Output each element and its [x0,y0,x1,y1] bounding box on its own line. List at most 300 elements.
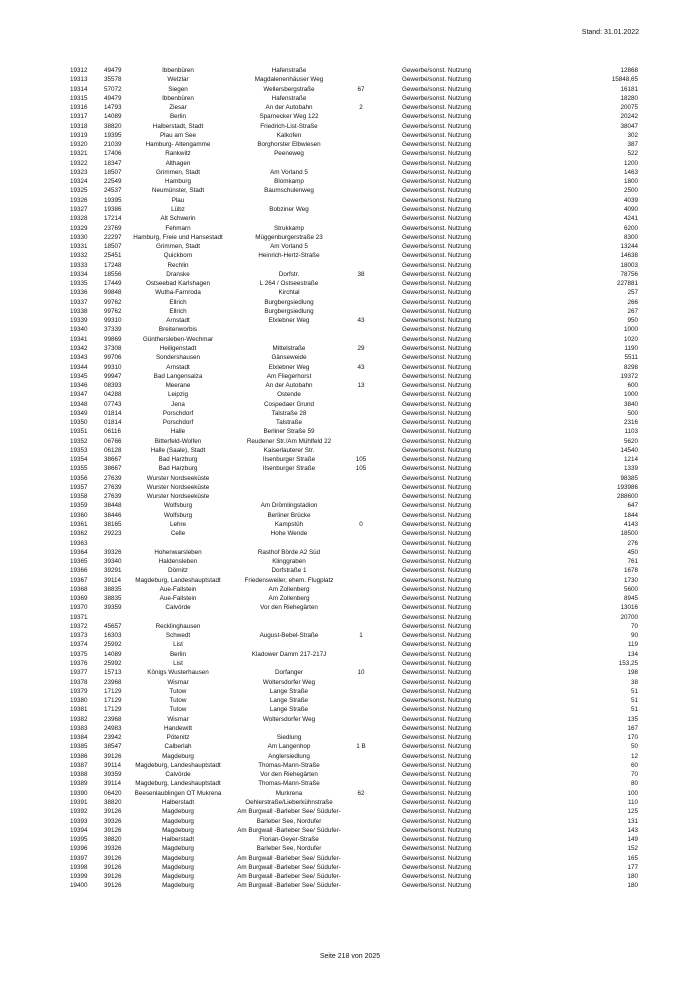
cell-strasse: Friedrich-List-Straße [260,122,318,130]
cell-ort: Wismar [167,715,189,723]
cell-nutzung: Gewerbe/sonst. Nutzung [402,817,472,825]
cell-strasse: Barleber See, Nordufer [256,845,322,853]
cell-nutzung: Gewerbe/sonst. Nutzung [402,678,472,686]
cell-flaeche: 119 [627,641,638,649]
cell-nutzung: Gewerbe/sonst. Nutzung [402,826,472,834]
cell-id: 19384 [70,734,88,742]
cell-ort: Calberlah [164,743,192,751]
cell-flaeche: 1463 [623,168,638,176]
cell-id: 19347 [70,391,88,399]
cell-id: 19364 [70,548,88,556]
cell-strasse: Lange Straße [269,687,309,695]
cell-ort: Wurster Nordseeküste [146,493,210,501]
cell-plz: 37339 [104,326,122,334]
cell-nutzung: Gewerbe/sonst. Nutzung [402,363,472,371]
table-row [0,418,700,427]
table-row [0,715,700,724]
cell-ort: Wetzlar [167,76,189,84]
cell-plz: 27639 [104,483,122,491]
cell-nutzung: Gewerbe/sonst. Nutzung [402,113,472,121]
cell-ort: Recklinghausen [155,622,201,630]
cell-flaeche: 5620 [623,437,638,445]
table-row [0,140,700,149]
table-row [0,103,700,112]
cell-ort: Ellrich [169,307,187,315]
cell-ort: Halberstadt [161,798,195,806]
cell-ort: Magdeburg [162,845,194,853]
cell-flaeche: 647 [627,502,638,510]
cell-strasse: Thomas-Mann-Straße [258,780,320,788]
cell-nutzung: Gewerbe/sonst. Nutzung [402,483,472,491]
cell-ort: List [173,660,183,667]
cell-id: 19380 [70,697,88,705]
cell-hausnummer: 1 [359,632,363,640]
cell-flaeche: 4143 [623,521,638,529]
cell-nutzung: Gewerbe/sonst. Nutzung [402,585,472,593]
cell-id: 19331 [70,243,88,251]
cell-plz: 39114 [104,780,122,788]
cell-id: 19332 [70,252,88,260]
cell-ort: Magdeburg [162,882,194,890]
cell-plz: 38448 [104,502,122,510]
cell-flaeche: 78756 [620,270,638,278]
cell-id: 19359 [70,502,88,510]
cell-hausnummer: 0 [359,521,363,529]
cell-ort: Siegen [168,85,188,93]
cell-strasse: Woltersdorfer Weg [262,678,316,686]
cell-id: 19362 [70,530,88,538]
cell-id: 19330 [70,233,88,241]
cell-strasse: An der Autobahn [265,104,313,112]
cell-id: 19371 [70,613,88,621]
table-row [0,279,700,288]
cell-flaeche: 13244 [620,243,638,251]
cell-ort: Königs Wusterhausen [147,669,209,677]
cell-plz: 99848 [104,289,122,297]
cell-id: 19333 [70,261,88,269]
cell-strasse: Hafenstraße [271,94,307,102]
cell-strasse: Am Burgwall -Barleber See/ Südufer- [237,873,341,881]
table-row [0,529,700,538]
cell-flaeche: 13016 [620,604,638,612]
cell-ort: Hamburg, Freie und Hansestadt [133,233,223,241]
cell-plz: 01814 [104,409,122,417]
cell-plz: 18347 [104,159,122,167]
cell-flaeche: 8298 [623,363,638,371]
cell-nutzung: Gewerbe/sonst. Nutzung [402,873,472,881]
cell-nutzung: Gewerbe/sonst. Nutzung [402,150,472,158]
cell-flaeche: 50 [630,743,638,751]
cell-id: 19383 [70,724,88,732]
cell-nutzung: Gewerbe/sonst. Nutzung [402,660,472,667]
cell-ort: Ostseebad Karlshagen [145,280,211,288]
cell-flaeche: 70 [630,771,638,779]
cell-plz: 08393 [104,382,122,390]
cell-id: 19366 [70,567,88,575]
cell-flaeche: 90 [630,632,638,640]
cell-nutzung: Gewerbe/sonst. Nutzung [402,687,472,695]
cell-ort: Wutha-Farnroda [155,289,201,297]
cell-flaeche: 125 [627,808,638,816]
cell-flaeche: 38 [630,678,638,686]
cell-id: 19396 [70,845,88,853]
cell-id: 19356 [70,474,88,482]
cell-flaeche: 110 [627,798,638,806]
cell-ort: Heiligenstadt [159,344,197,352]
cell-plz: 14089 [104,650,122,658]
table-row [0,400,700,409]
table-row [0,854,700,863]
cell-plz: 37308 [104,344,122,352]
cell-plz: 17214 [104,215,122,223]
cell-strasse: Am Fliegerhorst [266,372,312,380]
cell-ort: Meerane [165,382,191,390]
cell-flaeche: 135 [627,715,638,723]
cell-flaeche: 18003 [620,261,638,269]
cell-flaeche: 100 [627,789,638,797]
cell-nutzung: Gewerbe/sonst. Nutzung [402,168,472,176]
cell-strasse: Lange Straße [269,706,309,714]
cell-id: 19400 [70,882,88,890]
cell-flaeche: 1339 [623,465,638,473]
cell-ort: Magdeburg, Landeshauptstadt [135,576,221,584]
table-row [0,455,700,464]
cell-ort: Berlin [169,650,187,658]
cell-plz: 29223 [104,530,122,538]
cell-plz: 23942 [104,734,122,742]
cell-plz: 38667 [104,465,122,473]
cell-plz: 99947 [104,372,122,380]
cell-strasse: Gänseweide [271,354,307,362]
cell-id: 19358 [70,493,88,501]
cell-ort: Porschdorf [162,419,194,427]
cell-plz: 38820 [104,798,122,806]
cell-id: 19337 [70,298,88,306]
cell-nutzung: Gewerbe/sonst. Nutzung [402,372,472,380]
cell-nutzung: Gewerbe/sonst. Nutzung [402,187,472,195]
cell-flaeche: 1844 [623,511,638,519]
cell-ort: Magdeburg [162,854,194,862]
cell-id: 19327 [70,205,88,213]
table-row [0,566,700,575]
cell-id: 19361 [70,521,88,529]
cell-strasse: Talstraße [276,419,302,427]
cell-id: 19326 [70,196,88,204]
cell-id: 19318 [70,122,88,130]
cell-ort: Wolfsburg [163,511,193,519]
cell-strasse: Heinrich-Hertz-Straße [258,252,320,260]
cell-flaeche: 193986 [616,483,638,491]
cell-flaeche: 266 [627,298,638,306]
table-row [0,168,700,177]
cell-ort: Ziesar [169,104,187,112]
cell-nutzung: Gewerbe/sonst. Nutzung [402,474,472,482]
cell-strasse: Thomas-Mann-Straße [258,761,320,769]
cell-nutzung: Gewerbe/sonst. Nutzung [402,558,472,566]
table-row [0,186,700,195]
table-row [0,363,700,372]
table-row [0,770,700,779]
cell-id: 19397 [70,854,88,862]
cell-strasse: Lange Straße [269,697,309,705]
table-row [0,659,700,668]
cell-id: 19317 [70,113,88,121]
cell-ort: Schwedt [165,632,191,640]
cell-nutzung: Gewerbe/sonst. Nutzung [402,159,472,167]
cell-hausnummer: 67 [357,85,365,93]
cell-nutzung: Gewerbe/sonst. Nutzung [402,335,472,343]
cell-id: 19349 [70,409,88,417]
cell-strasse: Am Zollenberg [268,585,310,593]
table-row [0,881,700,890]
cell-plz: 17129 [104,706,122,714]
cell-strasse: Elxlebner Weg [268,317,310,325]
cell-nutzung: Gewerbe/sonst. Nutzung [402,697,472,705]
table-row [0,668,700,677]
table-row [0,307,700,316]
cell-plz: 38835 [104,595,122,603]
cell-flaeche: 165 [627,854,638,862]
cell-ort: Jena [171,400,185,408]
cell-id: 19375 [70,650,88,658]
cell-strasse: Ilsenburger Straße [262,465,316,473]
cell-flaeche: 950 [627,317,638,325]
table-row [0,270,700,279]
table-row [0,242,700,251]
cell-id: 19382 [70,715,88,723]
cell-ort: Grimmen, Stadt [155,243,201,251]
cell-plz: 19395 [104,131,122,139]
cell-id: 19372 [70,622,88,630]
cell-plz: 38835 [104,585,122,593]
cell-nutzung: Gewerbe/sonst. Nutzung [402,493,472,501]
cell-flaeche: 288600 [616,493,638,501]
cell-id: 19319 [70,131,88,139]
cell-plz: 25992 [104,660,122,667]
table-row [0,798,700,807]
cell-flaeche: 1678 [623,567,638,575]
cell-plz: 21039 [104,141,122,149]
cell-strasse: Hafenstraße [271,67,307,74]
cell-flaeche: 143 [627,826,638,834]
cell-id: 19342 [70,344,88,352]
cell-nutzung: Gewerbe/sonst. Nutzung [402,141,472,149]
cell-id: 19352 [70,437,88,445]
cell-id: 19324 [70,178,88,186]
table-row [0,742,700,751]
cell-hausnummer: 13 [357,382,365,390]
table-row [0,594,700,603]
cell-ort: Fehmarn [165,224,191,232]
cell-strasse: Elxlebner Weg [268,363,310,371]
cell-flaeche: 180 [627,873,638,881]
cell-flaeche: 2316 [623,419,638,427]
cell-flaeche: 198 [627,669,638,677]
cell-strasse: Blomkamp [274,178,304,186]
cell-plz: 06128 [104,446,122,454]
cell-nutzung: Gewerbe/sonst. Nutzung [402,428,472,436]
cell-flaeche: 15848,65 [611,76,638,84]
cell-strasse: Am Burgwall -Barleber See/ Südufer- [237,808,341,816]
cell-nutzung: Gewerbe/sonst. Nutzung [402,317,472,325]
cell-strasse: Florian-Geyer-Straße [259,836,319,844]
cell-id: 19328 [70,215,88,223]
cell-nutzung: Gewerbe/sonst. Nutzung [402,836,472,844]
table-row [0,344,700,353]
table-row [0,511,700,520]
cell-hausnummer: 38 [357,270,365,278]
cell-hausnummer: 1 B [356,743,366,751]
cell-ort: Tutow [169,697,187,705]
cell-hausnummer: 10 [357,669,365,677]
table-row [0,66,700,75]
cell-strasse: Siedlung [276,734,302,742]
cell-strasse: Magdalenenhäuser Weg [254,76,324,84]
cell-plz: 39359 [104,771,122,779]
cell-strasse: Dorfstraße 1 [271,567,307,575]
cell-flaeche: 180 [627,882,638,890]
cell-strasse: Kalkofen [276,131,302,139]
cell-strasse: Am Burgwall -Barleber See/ Südufer- [237,854,341,862]
cell-nutzung: Gewerbe/sonst. Nutzung [402,391,472,399]
table-row [0,149,700,158]
cell-ort: Magdeburg [162,808,194,816]
cell-flaeche: 302 [627,131,638,139]
cell-nutzung: Gewerbe/sonst. Nutzung [402,863,472,871]
cell-ort: Halberstadt [161,836,195,844]
cell-plz: 39326 [104,817,122,825]
table-row [0,807,700,816]
cell-ort: Althagen [165,159,191,167]
cell-nutzung: Gewerbe/sonst. Nutzung [402,400,472,408]
cell-id: 19367 [70,576,88,584]
cell-flaeche: 12 [630,752,638,760]
cell-ort: Bitterfeld-Wolfen [154,437,202,445]
cell-ort: Calvörde [165,771,191,779]
cell-ort: Celle [170,530,186,538]
cell-ort: Arnstadt [166,363,190,371]
cell-id: 19363 [70,539,88,547]
cell-flaeche: 1190 [624,344,638,352]
cell-ort: Neumünster, Stadt [151,187,205,195]
cell-id: 19379 [70,687,88,695]
cell-nutzung: Gewerbe/sonst. Nutzung [402,715,472,723]
table-row [0,826,700,835]
table-row [0,613,700,622]
cell-flaeche: 2500 [623,187,638,195]
table-row [0,539,700,548]
cell-plz: 17449 [104,280,122,288]
cell-ort: Magdeburg [162,863,194,871]
cell-strasse: Kaiserlauterer Str. [263,446,315,454]
table-row [0,492,700,501]
cell-strasse: Sparnecker Weg 122 [259,113,319,121]
cell-plz: 99762 [104,307,122,315]
cell-ort: Ibbenbüren [162,67,194,74]
cell-nutzung: Gewerbe/sonst. Nutzung [402,771,472,779]
cell-id: 19345 [70,372,88,380]
cell-ort: Plau am See [159,131,197,139]
cell-ort: Hohenwarsleben [154,548,202,556]
cell-strasse: Bobziner Weg [269,205,309,213]
cell-id: 19348 [70,400,88,408]
table-row [0,585,700,594]
cell-nutzung: Gewerbe/sonst. Nutzung [402,808,472,816]
cell-plz: 25451 [104,252,122,260]
cell-id: 19374 [70,641,88,649]
table-row [0,474,700,483]
cell-plz: 27639 [104,474,122,482]
cell-plz: 17248 [104,261,122,269]
cell-plz: 27639 [104,493,122,501]
cell-plz: 06420 [104,789,122,797]
table-row [0,288,700,297]
cell-ort: Lübz [171,205,185,213]
cell-ort: Halle (Saale), Stadt [150,446,206,454]
cell-ort: Quickborn [163,252,193,260]
cell-strasse: Ilsenburger Straße [262,456,316,464]
cell-flaeche: 1800 [623,178,638,186]
cell-id: 19316 [70,104,88,112]
cell-nutzung: Gewerbe/sonst. Nutzung [402,752,472,760]
cell-plz: 39114 [104,761,122,769]
cell-plz: 23968 [104,678,122,686]
cell-ort: Rechlin [167,261,189,269]
cell-strasse: August-Bebel-Straße [259,632,319,640]
cell-ort: Wurster Nordseeküste [146,474,210,482]
cell-id: 19370 [70,604,88,612]
cell-flaeche: 3840 [623,400,638,408]
cell-plz: 49479 [104,94,122,102]
cell-strasse: Hohe Wende [270,530,308,538]
cell-id: 19388 [70,771,88,779]
cell-flaeche: 153,25 [618,660,638,667]
cell-plz: 19395 [104,196,122,204]
cell-ort: Magdeburg, Landeshauptstadt [135,780,221,788]
cell-id: 19393 [70,817,88,825]
cell-plz: 25992 [104,641,122,649]
cell-nutzung: Gewerbe/sonst. Nutzung [402,854,472,862]
table-row [0,381,700,390]
table-row [0,557,700,566]
table-row [0,863,700,872]
cell-strasse: Kladower Damm 217-217J [251,650,327,658]
cell-strasse: Rasthof Börde A2 Süd [257,548,321,556]
cell-plz: 99310 [104,363,122,371]
cell-nutzung: Gewerbe/sonst. Nutzung [402,780,472,788]
cell-plz: 39326 [104,548,122,556]
cell-id: 19355 [70,465,88,473]
cell-nutzung: Gewerbe/sonst. Nutzung [402,567,472,575]
cell-flaeche: 227881 [616,280,638,288]
cell-nutzung: Gewerbe/sonst. Nutzung [402,595,472,603]
cell-id: 19377 [70,669,88,677]
cell-strasse: Dorfstr. [278,270,300,278]
table-row [0,75,700,84]
cell-id: 19391 [70,798,88,806]
cell-flaeche: 5600 [623,585,638,593]
cell-hausnummer: 62 [357,789,365,797]
cell-plz: 01814 [104,419,122,427]
cell-ort: Magdeburg [162,752,194,760]
cell-plz: 38667 [104,456,122,464]
cell-nutzung: Gewerbe/sonst. Nutzung [402,205,472,213]
cell-id: 19321 [70,150,88,158]
table-row [0,196,700,205]
cell-flaeche: 20242 [620,113,638,121]
table-row [0,872,700,881]
cell-plz: 45657 [104,622,122,630]
